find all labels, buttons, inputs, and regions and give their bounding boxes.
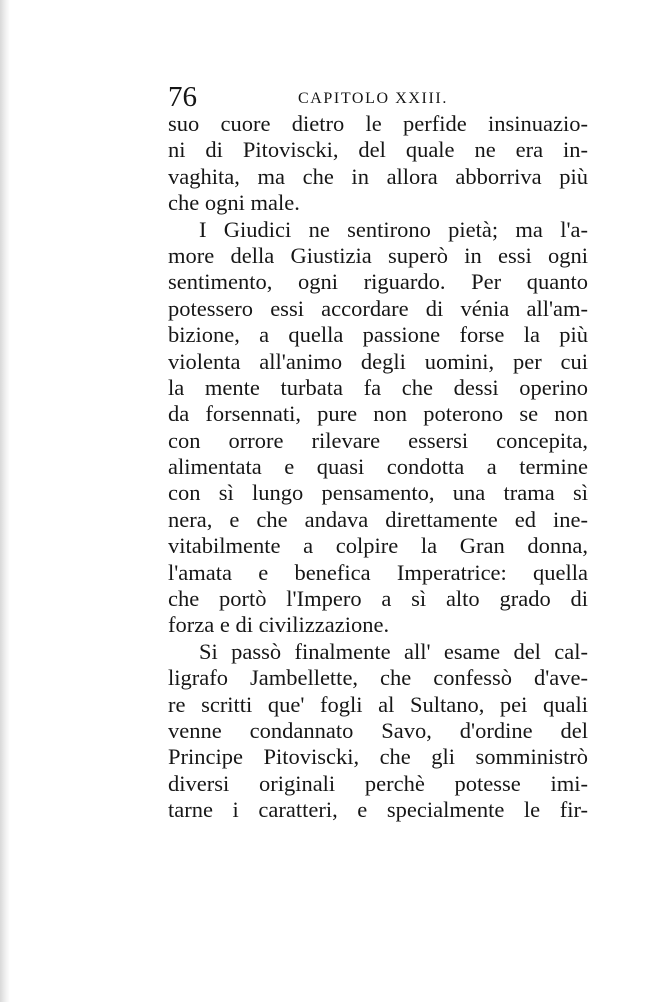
text-line: potessero essi accordare di vénia all'am- — [168, 295, 588, 321]
paragraph — [168, 111, 588, 217]
text-line: con orrore rilevare essersi concepita, — [168, 427, 588, 453]
paragraph — [168, 217, 588, 639]
text-line: nera, e che andava direttamente ed ine- — [168, 506, 588, 532]
text-line: da forsennati, pure non poterono se non — [168, 401, 588, 427]
paragraph — [168, 639, 588, 824]
chapter-title: CAPITOLO XXIII. — [298, 90, 448, 107]
text-line: Principe Pitoviscki, che gli somministrò — [168, 744, 588, 770]
text-line: tarne i caratteri, e specialmente le fir- — [168, 797, 588, 823]
running-head — [168, 80, 588, 114]
text-line: Si passò finalmente all' esame del cal- — [199, 638, 588, 664]
text-line: alimentata e quasi condotta a termine — [168, 454, 588, 480]
text-line: ligrafo Jambellette, che confessò d'ave- — [168, 665, 588, 691]
text-line: venne condannato Savo, d'ordine del — [168, 717, 588, 743]
text-line: l'amata e benefica Imperatrice: quella — [168, 559, 588, 585]
text-line: vaghita, ma che in allora abborriva più — [168, 163, 588, 189]
text-line: I Giudici ne sentirono pietà; ma l'a- — [199, 216, 588, 242]
body-text — [168, 111, 588, 824]
text-line: re scritti que' fogli al Sultano, pei quali — [168, 691, 588, 717]
page-edge-shadow — [0, 0, 10, 1002]
text-line: ni di Pitoviscki, del quale ne era in- — [168, 137, 588, 163]
text-line: con sì lungo pensamento, una trama sì — [168, 480, 588, 506]
text-line: che portò l'Impero a sì alto grado di — [168, 586, 588, 612]
text-line: forza e di civilizzazione. — [168, 612, 390, 638]
text-line: vitabilmente a colpire la Gran donna, — [168, 533, 588, 559]
page-number: 76 — [168, 81, 197, 113]
text-line: diversi originali perchè potesse imi- — [168, 770, 588, 796]
text-line: more della Giustizia superò in essi ogni — [168, 242, 588, 268]
text-line: suo cuore dietro le perfide insinuazio- — [168, 111, 588, 136]
text-line: bizione, a quella passione forse la più — [168, 322, 588, 348]
text-line: la mente turbata fa che dessi operino — [168, 374, 588, 400]
text-line: sentimento, ogni riguardo. Per quanto — [168, 269, 588, 295]
text-line: che ogni male. — [168, 190, 300, 216]
text-line: violenta all'animo degli uomini, per cui — [168, 348, 588, 374]
